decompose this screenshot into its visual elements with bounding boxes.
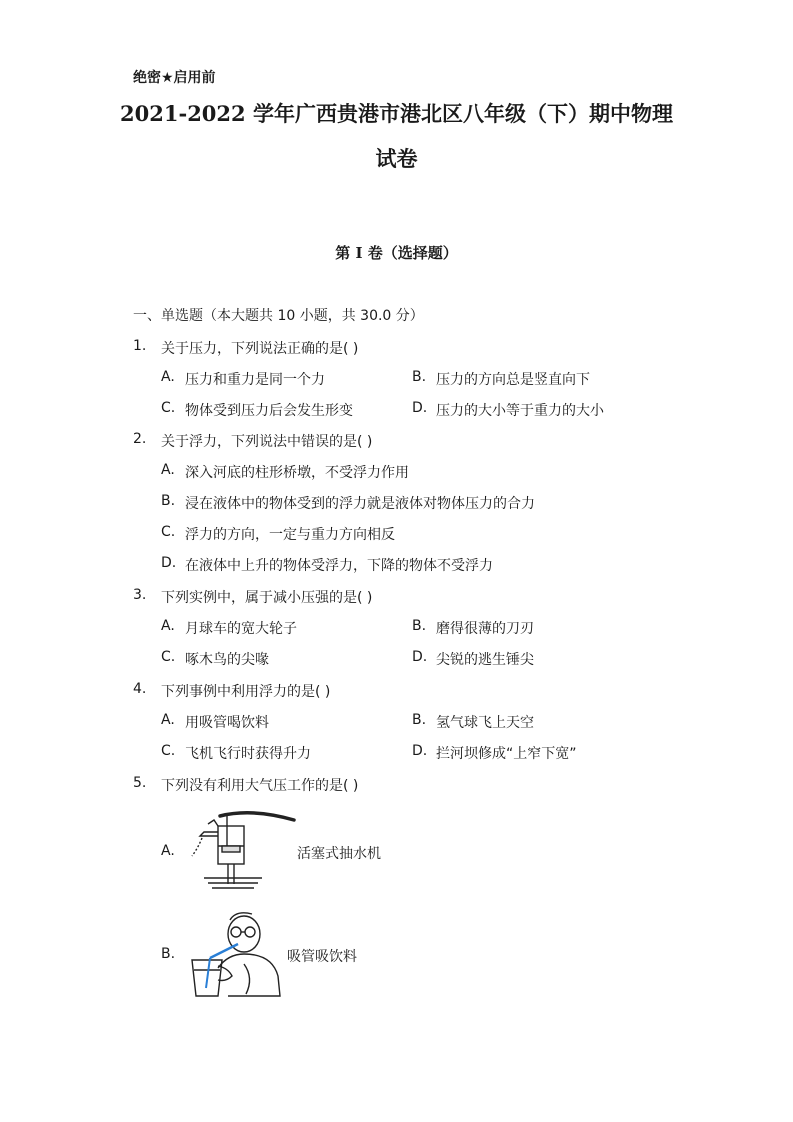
option-label: A. [161, 618, 175, 634]
option-text: 浮力的方向，一定与重力方向相反 [185, 527, 395, 543]
option-label: C. [161, 743, 176, 759]
question-number: 4. [133, 681, 147, 697]
question-text: 下列实例中，属于减小压强的是( ) [161, 590, 373, 606]
option-text: 磨得很薄的刀刃 [436, 621, 534, 637]
option-label: D. [161, 555, 177, 571]
option-label: D. [412, 400, 428, 416]
option-label: A. [161, 369, 175, 385]
option-text: 物体受到压力后会发生形变 [185, 403, 353, 419]
option-text: 浸在液体中的物体受到的浮力就是液体对物体压力的合力 [185, 496, 535, 512]
question-number: 1. [133, 338, 147, 354]
option-text: 压力和重力是同一个力 [185, 372, 325, 388]
option-label: C. [161, 400, 176, 416]
question-text: 关于压力，下列说法正确的是( ) [161, 341, 359, 357]
option-label: B. [412, 369, 427, 385]
question-text: 关于浮力，下列说法中错误的是( ) [161, 434, 373, 450]
option-text: 尖锐的逃生锤尖 [436, 652, 534, 668]
exam-title-line2: 试卷 [375, 146, 418, 171]
option-label: C. [161, 524, 176, 540]
confidential-mark: 绝密★启用前 [133, 70, 216, 86]
option-label: C. [161, 649, 176, 665]
option-label: B. [161, 946, 176, 962]
option-label: B. [412, 712, 427, 728]
option-text: 用吸管喝饮料 [185, 715, 269, 731]
question-text: 下列没有利用大气压工作的是( ) [161, 778, 359, 794]
option-label: B. [161, 493, 176, 509]
section-heading: 一、单选题（本大题共 10 小题，共 30.0 分） [133, 308, 424, 324]
option-label: A. [161, 843, 175, 859]
option-label: A. [161, 462, 175, 478]
option-label: D. [412, 649, 428, 665]
option-text: 氢气球飞上天空 [436, 715, 534, 731]
option-label: A. [161, 712, 175, 728]
option-label: D. [412, 743, 428, 759]
option-text: 活塞式抽水机 [297, 846, 381, 862]
option-text: 压力的方向总是竖直向下 [436, 372, 590, 388]
option-text: 在液体中上升的物体受浮力，下降的物体不受浮力 [185, 558, 493, 574]
option-text: 深入河底的柱形桥墩，不受浮力作用 [185, 465, 409, 481]
option-text: 拦河坝修成“上窄下宽” [436, 746, 577, 762]
question-text: 下列事例中利用浮力的是( ) [161, 684, 331, 700]
drinking-straw-icon [188, 908, 284, 1000]
option-text: 飞机飞行时获得升力 [185, 746, 311, 762]
question-number: 3. [133, 587, 147, 603]
option-text: 压力的大小等于重力的大小 [436, 403, 604, 419]
option-text: 啄木鸟的尖喙 [185, 652, 269, 668]
question-number: 2. [133, 431, 147, 447]
piston-pump-icon [182, 806, 302, 892]
question-number: 5. [133, 775, 147, 791]
volume-heading: 第 I 卷（选择题） [335, 244, 458, 262]
option-label: B. [412, 618, 427, 634]
option-text: 吸管吸饮料 [287, 949, 357, 965]
exam-title: 2021-2022 学年广西贵港市港北区八年级（下）期中物理 [120, 101, 673, 126]
option-text: 月球车的宽大轮子 [185, 621, 297, 637]
